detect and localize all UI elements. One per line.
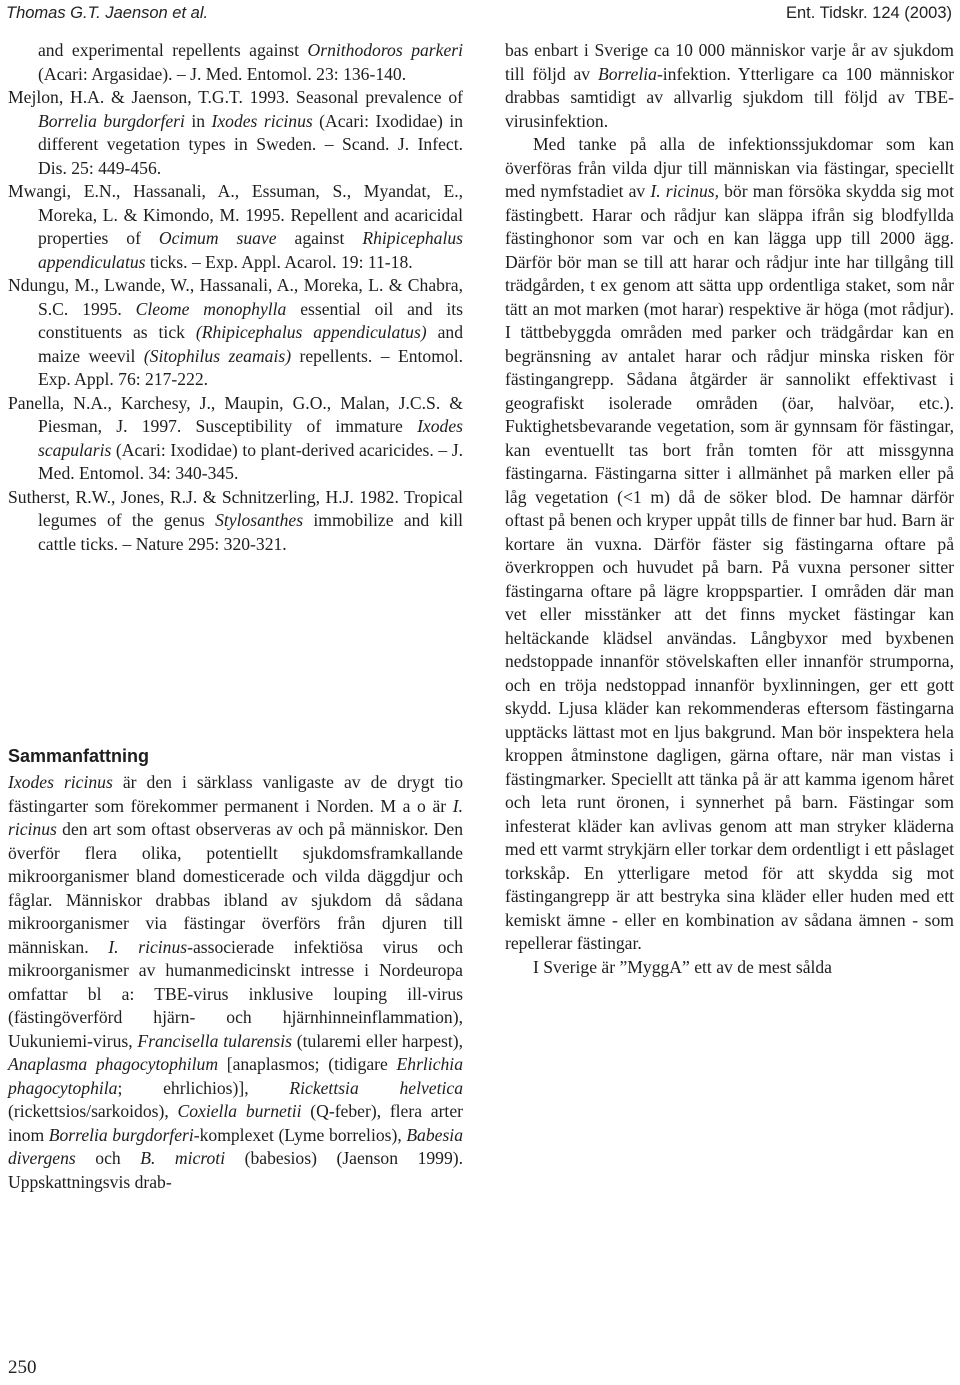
reference-list <box>8 39 463 556</box>
summary-body <box>8 771 463 1194</box>
body-text-right-column <box>505 39 954 979</box>
body-paragraph: Med tanke på alla de infektionssjukdomar som kan överföras från vilda djur till människan via fästingar, speciellt med nymfstadiet av I. ricinus, bör man försöka skydda sig mot fästingbett. Harar och rådjur kan släppa ifrån sig blodfyllda fästinghonor som var och en kan lägga upp till 2000 ägg. Därför bör man se till att harar och rådjur inte har tillgång till trädgården, t ex genom att sätta upp ordentliga staket, som når tätt an mot marken (mot harar) respektive är höga (mot rådjur). I tättbebyggda områden med parker och trädgårdar kan en begränsning av antalet harar och rådjur minska risken för fästingangrepp. Sådana åtgärder är sannolikt effektivast i geografiskt isolerade områden (öar, halvöar, etc.). Fuktighetsbevarande vegetation, som är gynnsam för fästingar, kan eventuellt tas bort från tomten för att missgynna fästingarna. Fästingarna sitter i allmänhet på marken eller på låg vegetation (<1 m) då de söker blod. De hamnar därför oftast på benen och kryper uppåt tills de finner bar hud. Barn är kortare än vuxna. Därför fäster sig fästingarna oftare på överkroppen och huvudet på barn. På vuxna personer sitter fästingarna oftare på lägre kroppspartier. I områden där man vet eller misstänker att det finns mycket fästingar kan heltäckande klädsel användas. Långbyxor med byxbenen nedstoppade innanför stövelskaften eller innanför strumporna, och en tröja nedstoppad innanför byxlinningen, ger ett gott skydd. Ljusa kläder kan rekommenderas eftersom fästingarna upptäcks lättast mot en ljus bakgrund. Man bör inspektera hela kroppen åtminstone dagligen, gärna oftare, när man vistas i fästingmarker. Speciellt att tänka på är att kamma igenom håret och leta runt öronen, i synnerhet på barn. Fästingar som infesterat kläder kan avlivas genom att man stryker kläderna med ett varmt strykjärn eller torkar dem ordentligt i ett påslaget torkskåp. En ytterligare metod för att skydda sig mot fästingangrepp är att bestryka sina kläder eller huden med ett kemiskt ämne - eller en kombination av sådana ämnen - som repellerar fästingar. <box>505 134 954 953</box>
running-head <box>0 4 960 28</box>
running-head-journal: Ent. Tidskr. 124 (2003) <box>785 4 952 22</box>
reference-entry: Ndungu, M., Lwande, W., Hassanali, A., Moreka, L. & Chabra, S.C. 1995. Cleome monophylla essential oil and its constituents as tick (Rhipicephalus appendiculatus) and maize weevil (Sitophilus zeamais) repellents. – Entomol. Exp. Appl. 76: 217-222. <box>8 275 464 389</box>
body-paragraph: I Sverige är ”MyggA” ett av de mest sålda <box>533 956 832 977</box>
page-number: 250 <box>8 1357 37 1378</box>
reference-entry: and experimental repellents against Ornithodoros parkeri (Acari: Argasidae). – J. Med. Entomol. 23: 136-140. <box>38 40 463 84</box>
reference-entry: Mejlon, H.A. & Jaenson, T.G.T. 1993. Seasonal prevalence of Borrelia burgdorferi in Ixodes ricinus (Acari: Ixodidae) in different vegetation types in Sweden. – Scand. J. Infect. Dis. 25: 449-456. <box>8 87 464 178</box>
reference-entry: Sutherst, R.W., Jones, R.J. & Schnitzerling, H.J. 1982. Tropical legumes of the genus Stylosanthes immobilize and kill cattle ticks. – Nature 295: 320-321. <box>8 486 464 554</box>
summary-paragraph: Ixodes ricinus är den i särklass vanligaste av de drygt tio fästingarter som förekommer permanent i Norden. M a o är I. ricinus den art som oftast observeras av och på människor. Den överför flera olika, potentiellt sjukdomsframkallande mikroorganismer bland domesticerade och vilda däggdjur och fåglar. Människor drabbas ibland av sjukdom då sådana mikroorganismer via fästingar överförs från djuren till människan. I. ricinus-associerade infektiösa virus och mikroorganismer av humanmedicinskt intresse i Nordeuropa omfattar bl a: TBE-virus inklusive louping ill-virus (fästingöverförd hjärn- och hjärnhinneinflammation), Uukuniemi-virus, Francisella tularensis (tularemi eller harpest), Anaplasma phagocytophilum [anaplasmos; (tidigare Ehrlichia phagocytophila; ehrlichios)], Rickettsia helvetica (rickettsios/sarkoidos), Coxiella burnetii (Q-feber), flera arter inom Borrelia burgdorferi-komplexet (Lyme borrelios), Babesia divergens och B. microti (babesios) (Jaenson 1999). Uppskattningsvis drab- <box>8 772 464 1192</box>
reference-entry: Mwangi, E.N., Hassanali, A., Essuman, S., Myandat, E., Moreka, L. & Kimondo, M. 1995. Repellent and acaricidal properties of Ocimum suave against Rhipicephalus appendiculatus ticks. – Exp. Appl. Acarol. 19: 11-18. <box>8 181 463 272</box>
running-head-authors: Thomas G.T. Jaenson et al. <box>6 4 209 22</box>
summary-heading: Sammanfattning <box>8 746 150 766</box>
body-paragraph: bas enbart i Sverige ca 10 000 människor varje år av sjukdom till följd av Borrelia-infektion. Ytterligare ca 100 människor drabbas samtidigt av allvarlig sjukdom till följd av TBE-virusinfektion. <box>505 40 954 131</box>
reference-entry: Panella, N.A., Karchesy, J., Maupin, G.O., Malan, J.C.S. & Piesman, J. 1997. Susceptibility of immature Ixodes scapularis (Acari: Ixodidae) to plant-derived acaricides. – J. Med. Entomol. 34: 340-345. <box>8 392 463 483</box>
